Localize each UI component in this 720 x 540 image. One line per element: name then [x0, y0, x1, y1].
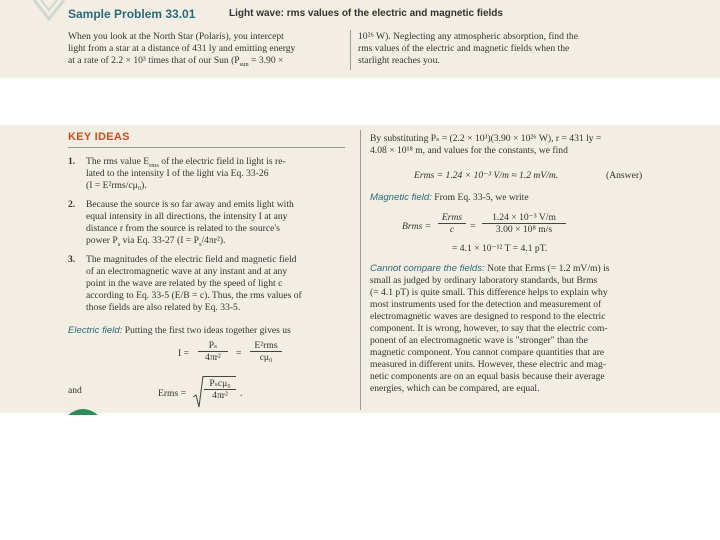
problem-line: When you look at the North Star (Polaris), you intercept — [68, 31, 284, 42]
problem-line: 10²⁶ W). Neglecting any atmospheric absorption, find the — [358, 31, 578, 42]
cannot-compare-intro: Cannot compare the fields: Note that Erms (= 1.2 mV/m) is — [370, 263, 610, 274]
column-divider — [350, 30, 351, 70]
green-tab-icon — [66, 407, 100, 415]
column-divider — [360, 130, 361, 410]
paragraph-line: electromagnetic waves are designed to respond to the electric — [370, 311, 606, 322]
paragraph-line: most instruments used for the detection and measurement of — [370, 299, 602, 310]
eq-period: . — [240, 388, 243, 399]
key-ideas-heading: KEY IDEAS — [68, 131, 130, 143]
fraction-ps-4pir2: Pₛ 4πr² — [198, 340, 228, 363]
brms-result: = 4.1 × 10⁻¹² T = 4.1 pT. — [452, 243, 548, 254]
solution-line: 4.08 × 10¹⁸ m, and values for the constants, we find — [370, 145, 568, 156]
radical-bar — [203, 376, 236, 377]
square-root-icon — [192, 375, 204, 409]
paragraph-line: netic components are on an equal basis because their average — [370, 371, 605, 382]
erms-result: Erms = 1.24 × 10⁻³ V/m ≈ 1.2 mV/m. — [414, 170, 559, 181]
paragraph-line: measured in different units. However, these electric and mag- — [370, 359, 606, 370]
and-word: and — [68, 385, 82, 396]
fraction-erms-c: Erms c — [438, 212, 466, 235]
chevron-logo-icon — [32, 0, 66, 22]
solution-line: By substituting Pₛ = (2.2 × 10³)(3.90 × 10²⁶ W), r = 431 ly = — [370, 133, 602, 144]
sample-problem-title: Sample Problem 33.01 — [68, 7, 196, 21]
eq-equals: = — [470, 221, 476, 232]
paragraph-line: energies, which can be compared, are equal. — [370, 383, 540, 394]
fraction-radicand: Pₛcμ₀ 4πr² — [204, 378, 236, 401]
key-ideas-rule — [68, 147, 345, 148]
paragraph-line: small as judged by ordinary laboratory standards, but Brms — [370, 275, 598, 286]
problem-line: rms values of the electric and magnetic fields when the — [358, 43, 570, 54]
eq-intensity-lhs: I = — [178, 348, 190, 359]
problem-line: at a rate of 2.2 × 10³ times that of our Sun ($P_{sun} = 3.90$ × — [68, 55, 284, 68]
paragraph-line: component. It is wrong, however, to say that the electric com- — [370, 323, 608, 334]
problem-line: starlight reaches you. — [358, 55, 440, 66]
eq-erms-lhs: Erms = — [158, 388, 187, 399]
problem-line: light from a star at a distance of 431 ly and emitting energy — [68, 43, 296, 54]
paragraph-line: ponent of an electromagnetic wave is "stronger" than the — [370, 335, 588, 346]
sample-problem-subtitle: Light wave: rms values of the electric and magnetic fields — [229, 8, 503, 19]
eq-equals: = — [236, 348, 242, 359]
fraction-erms2-cmu0: E²rms cμ₀ — [250, 340, 282, 363]
brms-lhs: Brms = — [402, 221, 432, 232]
magnetic-field-intro: Magnetic field: From Eq. 33-5, we write — [370, 192, 529, 203]
paragraph-line: (= 4.1 pT) is quite small. This difference helps to explain why — [370, 287, 608, 298]
fraction-numeric: 1.24 × 10⁻³ V/m 3.00 × 10⁸ m/s — [482, 212, 566, 235]
electric-field-intro: Electric field: Putting the first two ideas together gives us — [68, 325, 291, 336]
answer-tag: (Answer) — [606, 170, 643, 181]
paragraph-line: magnetic component. You cannot compare quantities that are — [370, 347, 605, 358]
